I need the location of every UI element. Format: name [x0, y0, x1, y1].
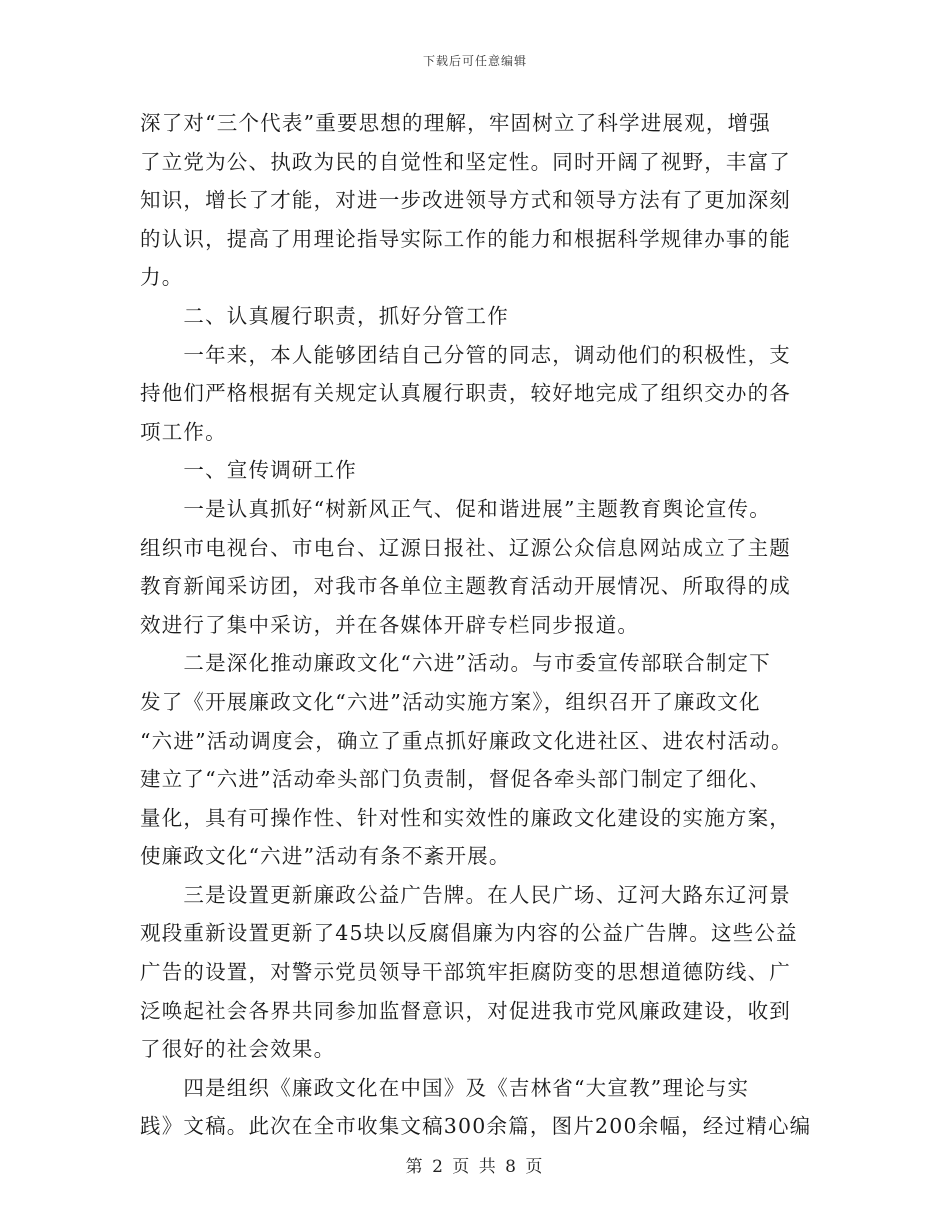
document-body: [140, 104, 812, 1146]
paragraph-item-four: 四是组织《廉政文化在中国》及《吉林省“大宣教”理论与实 践》文稿。此次在全市收集文稿300余篇，图片200余幅，经过精心编: [140, 1075, 812, 1139]
paragraph-year-review: 一年来，本人能够团结自己分管的同志，调动他们的积极性，支 持他们严格根据有关规定认真履行职责，较好地完成了组织交办的各 项工作。: [140, 342, 791, 444]
paragraph-item-three: 三是设置更新廉政公益广告牌。在人民广场、辽河大路东辽河景 观段重新设置更新了45块以反腐倡廉为内容的公益广告牌。这些公益 广告的设置，对警示党员领导干部筑牢拒腐防变的思想道德防线、广 泛唤起社会各界共同参加监督意识，对促进我市党风廉政建设，收到 了很好的社会效果。: [140, 882, 798, 1062]
page-number: 第 2 页 共 8 页: [405, 1157, 545, 1177]
paragraph-item-one: 一是认真抓好“树新风正气、促和谐进展”主题教育舆论宣传。 组织市电视台、市电台、辽源日报社、辽源公众信息网站成立了主题 教育新闻采访团，对我市各单位主题教育活动开展情况、所取得的成 效进行了集中采访，并在各媒体开辟专栏同步报道。: [140, 496, 791, 637]
heading-duties: 二、认真履行职责，抓好分管工作: [140, 303, 509, 328]
paragraph-item-two: 二是深化推动廉政文化“六进”活动。与市委宣传部联合制定下 发了《开展廉政文化“六进”活动实施方案》，组织召开了廉政文化 “六进”活动调度会，确立了重点抓好廉政文化进社区、进农村活动。 建立了“六进”活动牵头部门负责制，督促各牵头部门制定了细化、 量化，具有可操作性、针对性和实效性的廉政文化建设的实施方案， 使廉政文化“六进”活动有条不紊开展。: [140, 651, 793, 869]
page-header: 下载后可任意编辑: [422, 54, 527, 68]
paragraph-study-understanding: 深了对“三个代表”重要思想的理解，牢固树立了科学进展观，增强 了立党为公、执政为民的自觉性和坚定性。同时开阔了视野，丰富了 知识，增长了才能，对进一步改进领导方式和领导方法有了更加深刻 的认识，提高了用理论指导实际工作的能力和根据科学规律办事的能 力。: [140, 111, 791, 290]
heading-publicity-research: 一、宣传调研工作: [140, 458, 357, 483]
